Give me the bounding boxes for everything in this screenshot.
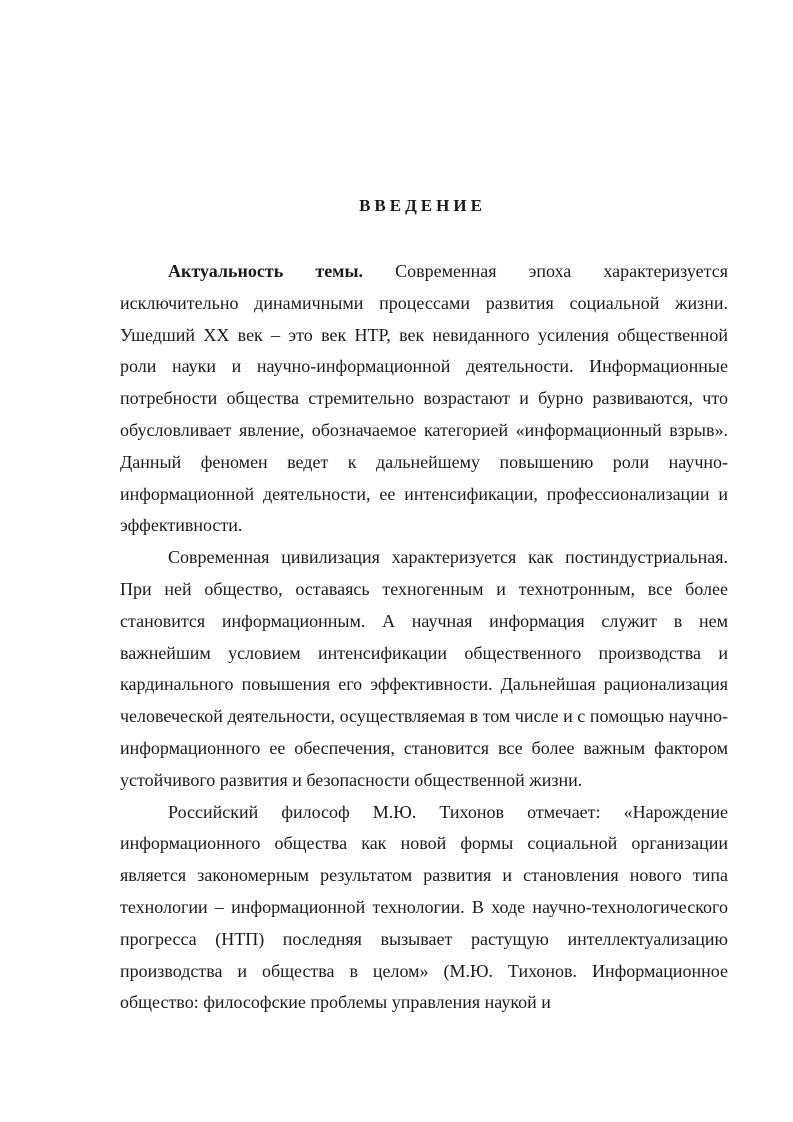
page-title: ВВЕДЕНИЕ — [359, 196, 486, 215]
paragraph-quote — [120, 797, 728, 1020]
paragraph-lead: Актуальность темы. — [168, 261, 363, 281]
document-body — [120, 256, 728, 1019]
paragraph-text: Современная эпоха характеризуется исключительно динамичными процессами развития социальной жизни. Ушедший XX век – это век НТР, век невиданного усиления общественной роли науки и научно-информационной деятельности. Информационные потребности общества стремительно возрастают и бурно развиваются, что обусловливает явление, обозначаемое категорией «информационный взрыв». Данный феномен ведет к дальнейшему повышению роли научно-информационной деятельности, ее интенсификации, профессионализации и эффективности. — [120, 261, 728, 536]
paragraph-civilization — [120, 542, 728, 796]
paragraph-text: Российский философ М.Ю. Тихонов отмечает: «Нарождение информационного общества как новой формы социальной организации является закономерным результатом развития и становления нового типа технологии – информационной технологии. В ходе научно-технологического прогресса (НТП) последняя вызывает растущую интеллектуализацию производства и общества в целом» (М.Ю. Тихонов. Информационное общество: философские проблемы управления наукой и — [120, 801, 728, 1013]
paragraph-relevance — [120, 256, 728, 542]
paragraph-text: Современная цивилизация характеризуется как постиндустриальная. При ней общество, оставаясь техногенным и технотронным, все более становится информационным. А научная информация служит в нем важнейшим условием интенсификации общественного производства и кардинального повышения его эффективности. Дальнейшая рационализация человеческой деятельности, осуществляемая в том числе и с помощью научно-информационного ее обеспечения, становится все более важным фактором устойчивого развития и безопасности общественной жизни. — [120, 547, 728, 790]
